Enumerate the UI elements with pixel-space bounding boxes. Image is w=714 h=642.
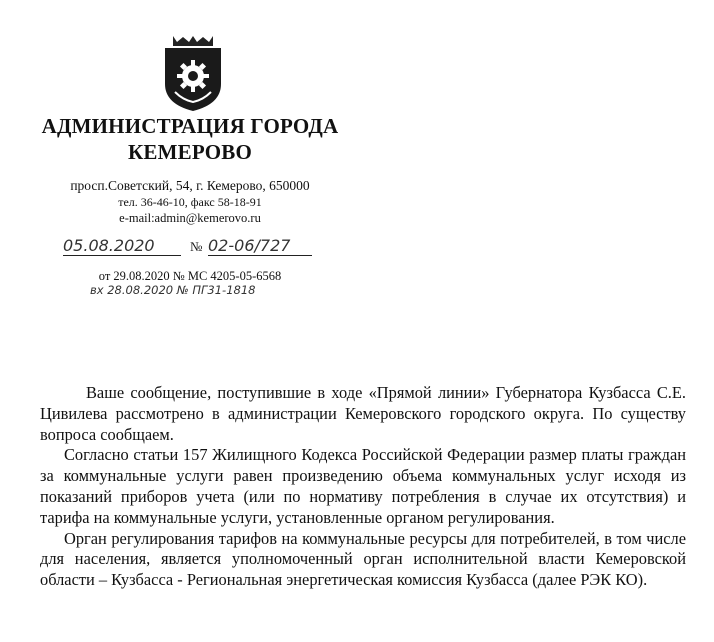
body-paragraph: Ваше сообщение, поступившие в ходе «Прямой линии» Губернатора Кузбасса С.Е. Цивилева рассмотрено в администрации Кемеровского городского округа. По существу вопроса сообщаем. xyxy=(40,383,686,444)
organization-name-line1: АДМИНИСТРАЦИЯ ГОРОДА xyxy=(41,114,339,138)
organization-address: просп.Советский, 54, г. Кемерово, 650000 xyxy=(70,178,310,193)
incoming-reference-handwritten: вх 28.08.2020 № ПГ31-1818 xyxy=(90,283,256,297)
letter-body xyxy=(40,383,686,591)
organization-phones: тел. 36-46-10, факс 58-18-91 xyxy=(118,195,262,209)
registration-date: 05.08.2020 xyxy=(63,236,181,256)
registration-number-label: № xyxy=(190,239,203,254)
organization-email: e-mail:admin@kemerovo.ru xyxy=(119,211,261,225)
body-paragraph: Орган регулирования тарифов на коммунальные ресурсы для потребителей, в том числе для населения, является уполномоченный орган исполнительной власти Кемеровской области – Кузбасса - Региональная энергетическая комиссия Кузбасса (далее РЭК КО). xyxy=(40,528,686,590)
organization-name-line2: КЕМЕРОВО xyxy=(127,140,253,164)
city-coat-of-arms-emblem xyxy=(159,34,227,112)
incoming-reference: от 29.08.2020 № МС 4205-05-6568 xyxy=(98,269,282,283)
body-paragraph: Согласно статьи 157 Жилищного Кодекса Российской Федерации размер платы граждан за коммунальные услуги равен произведению объема коммунальных услуг исходя из показаний приборов учета (или по нормативу потребления в случае их отсутствия) и тарифа на коммунальные услуги, установленные органом регулирования. xyxy=(40,445,686,527)
registration-number: 02-06/727 xyxy=(208,236,312,256)
